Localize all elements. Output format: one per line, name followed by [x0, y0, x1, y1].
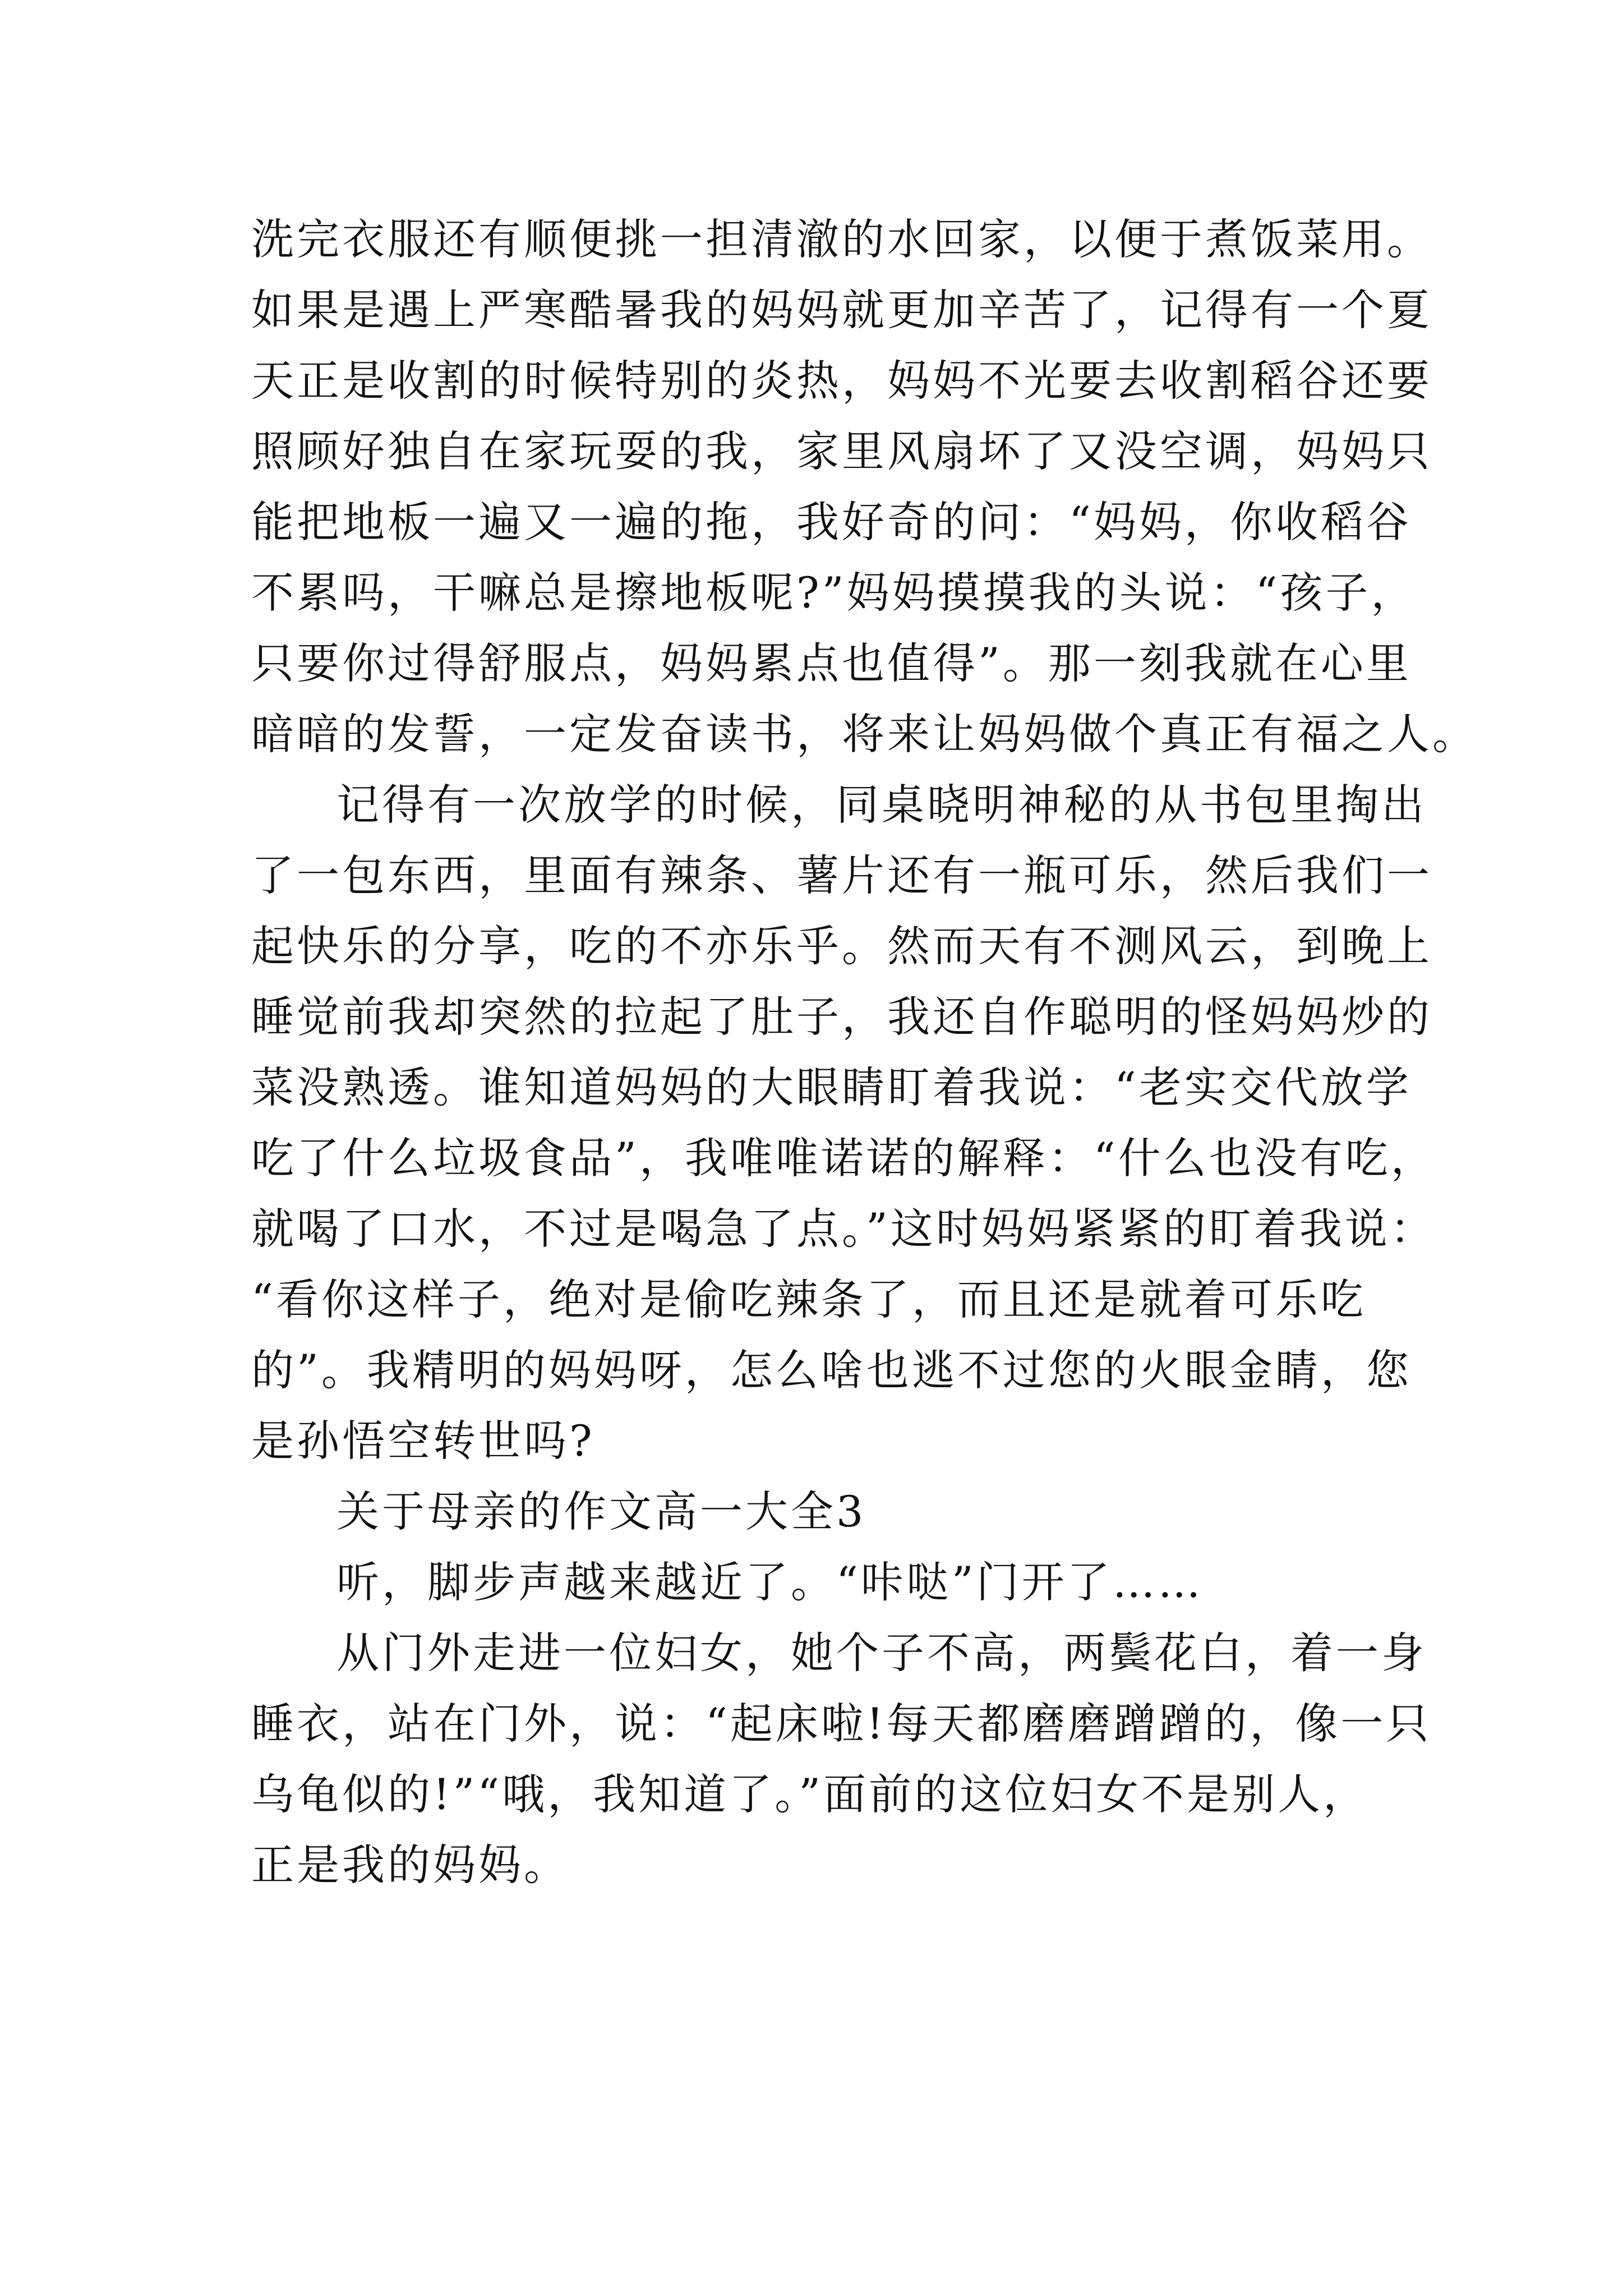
section-title: 关于母亲的作文高一大全3	[336, 1487, 866, 1536]
text-line: 的”。我精明的妈妈呀，怎么啥也逃不过您的火眼金睛，您	[251, 1345, 1412, 1395]
text-line: 菜没熟透。谁知道妈妈的大眼睛盯着我说：“老实交代放学	[251, 1062, 1412, 1112]
text-line: 了一包东西，里面有辣条、薯片还有一瓶可乐，然后我们一	[251, 850, 1432, 900]
text-line: 睡觉前我却突然的拉起了肚子，我还自作聪明的怪妈妈炒的	[251, 992, 1432, 1042]
text-line: 不累吗，干嘛总是擦地板呢?”妈妈摸摸我的头说：“孩子，	[251, 568, 1417, 618]
text-line: 就喝了口水，不过是喝急了点。”这时妈妈紧紧的盯着我说：	[251, 1204, 1436, 1254]
text-line: 暗暗的发誓，一定发奋读书，将来让妈妈做个真正有福之人。	[251, 709, 1478, 759]
text-line: 只要你过得舒服点，妈妈累点也值得”。那一刻我就在心里	[251, 638, 1412, 688]
text-line: 起快乐的分享，吃的不亦乐乎。然而天有不测风云，到晚上	[251, 921, 1432, 971]
text-line: “看你这样子，绝对是偷吃辣条了，而且还是就着可乐吃	[251, 1274, 1366, 1324]
text-line: 听，脚步声越来越近了。“咔哒”门开了……	[336, 1557, 1204, 1607]
text-line: 天正是收割的时候特别的炎热，妈妈不光要去收割稻谷还要	[251, 356, 1432, 406]
text-line: 洗完衣服还有顺便挑一担清澈的水回家，以便于煮饭菜用。	[251, 214, 1432, 264]
text-line: 睡衣，站在门外，说：“起床啦!每天都磨磨蹭蹭的，像一只	[251, 1699, 1432, 1749]
text-line: 吃了什么垃圾食品”，我唯唯诺诺的解释：“什么也没有吃，	[251, 1133, 1436, 1183]
text-line: 照顾好独自在家玩耍的我，家里风扇坏了又没空调，妈妈只	[251, 426, 1432, 476]
text-line: 乌龟似的!”“哦，我知道了。”面前的这位妇女不是别人，	[251, 1769, 1369, 1819]
text-line: 能把地板一遍又一遍的拖，我好奇的问：“妈妈，你收稻谷	[251, 497, 1412, 547]
text-line: 记得有一次放学的时候，同桌晓明神秘的从书包里掏出	[336, 780, 1427, 830]
text-line: 如果是遇上严寒酷暑我的妈妈就更加辛苦了，记得有一个夏	[251, 285, 1432, 335]
text-line: 从门外走进一位妇女，她个子不高，两鬓花白，着一身	[336, 1628, 1427, 1678]
text-line: 是孙悟空转世吗?	[251, 1416, 595, 1466]
text-line: 正是我的妈妈。	[251, 1840, 569, 1890]
